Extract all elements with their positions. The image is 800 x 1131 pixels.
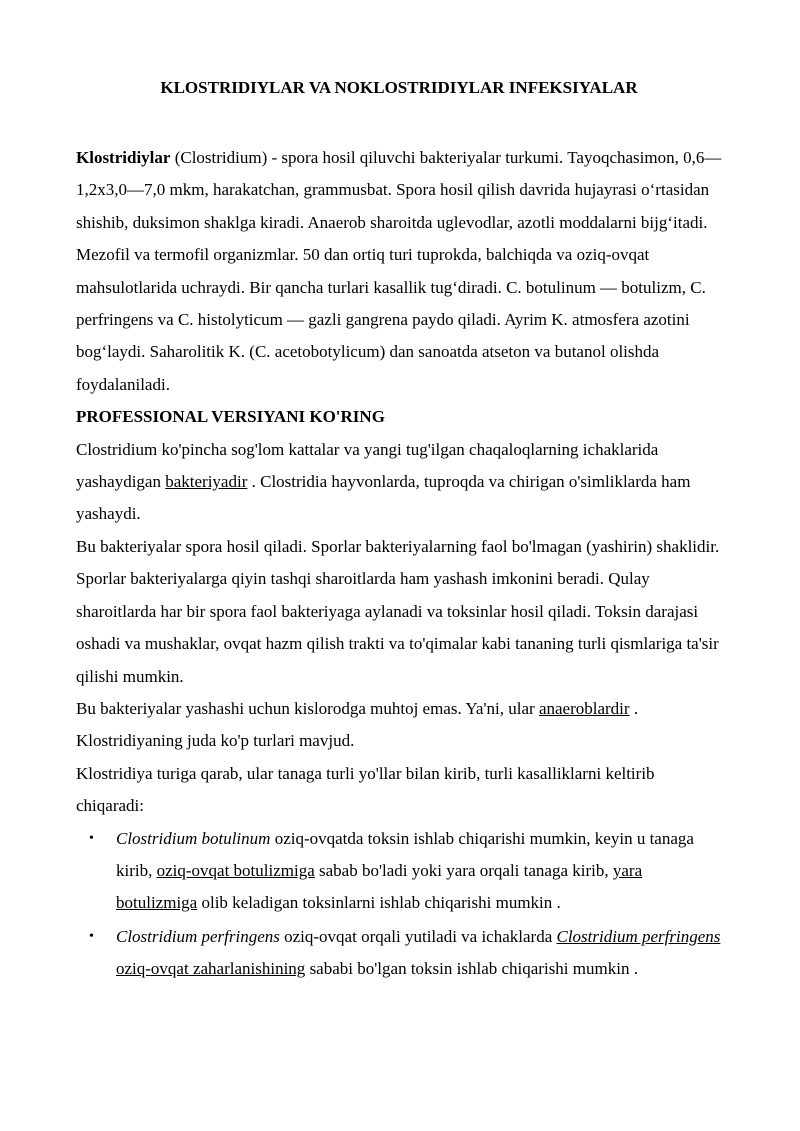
intro-paragraph [76,142,722,401]
paragraph-text: . [629,698,639,718]
list-item-text: sababi bo'lgan toksin ishlab chiqarishi mumkin . [305,959,638,979]
paragraph-text: Bu bakteriyalar yashashi uchun kislorodga muhtoj emas. Ya'ni, ular [76,698,539,718]
paragraph-species-count: Klostridiyaning juda ko'p turlari mavjud. [76,731,355,751]
disease-list [76,823,722,986]
bullet-marker: • [89,928,94,944]
list-item-perfringens [89,921,722,986]
bullet-marker: • [89,830,94,846]
list-item-botulinum [89,823,722,920]
paragraph-text: . Clostridia hayvonlarda, tuproqda va chirigan o'simliklarda ham yashaydi. [76,472,691,524]
paragraph-diseases-intro: Klostridiya turiga qarab, ular tanaga turli yo'llar bilan kirib, turli kasalliklarni keltirib chiqaradi: [76,763,655,816]
section-heading: PROFESSIONAL VERSIYANI KO'RING [76,407,385,427]
link-species-name[interactable]: Clostridium perfringens [556,926,721,946]
paragraph-clostridium-habitat [76,434,722,531]
link-yara-botulizmiga[interactable]: yara botulizmiga [116,860,643,913]
intro-text: (Clostridium) - spora hosil qiluvchi bakteriyalar turkumi. Tayoqchasimon, 0,6—1,2x3,0—7,0 mkm, harakatchan, grammusbat. Spora hosil qilish davrida hujayrasi o‘rtasidan shishib, duksimon shaklga kiradi. Anaerob sharoitda uglevodlar, azotli moddalarni bijg‘itadi. Mezofil va termofil organizmlar. 50 dan ortiq turi tuprokda, balchiqda va oziq-ovqat mahsulotlarida uchraydi. Bir qancha turlari kasallik tug‘diradi. C. botulinum — botulizm, C. perfringens va C. histolyticum — gazli gangrena paydo qiladi. Ayrim K. atmosfera azotini bog‘laydi. Saharolitik K. (C. acetobotylicum) dan sanoatda atseton va butanol olishda foydalaniladi. [76,148,722,394]
list-item-text: oziq-ovqatda toksin ishlab chiqarishi mumkin, keyin u tanaga kirib, [116,828,694,880]
link-text[interactable]: oziq-ovqat zaharlanishining [116,959,306,979]
species-name: Clostridium perfringens [116,926,280,946]
species-name: Clostridium botulinum [116,828,271,848]
link-oziq-ovqat-botulizmiga[interactable]: oziq-ovqat botulizmiga [156,860,315,880]
link-anaeroblardir[interactable]: anaeroblardir [538,698,630,718]
list-item-text: sabab bo'ladi yoki yara orqali tanaga kirib, [314,860,613,880]
list-item-text: olib keladigan toksinlarni ishlab chiqarishi mumkin . [197,893,561,913]
paragraph-spores: Bu bakteriyalar spora hosil qiladi. Sporlar bakteriyalarning faol bo'lmagan (yashirin) shaklidir. Sporlar bakteriyalarga qiyin tashqi sharoitlarda ham yashash imkonini beradi. Qulay sharoitlarda har bir spora faol bakteriyaga aylanadi va toksinlar hosil qiladi. Toksin darajasi oshadi va mushaklar, ovqat hazm qilish trakti va to'qimalar kabi tananing turli qismlariga ta'sir qilishi mumkin. [76,536,720,686]
link-bakteriyadir[interactable]: bakteriyadir [165,472,248,492]
paragraph-text: Clostridium ko'pincha sog'lom kattalar va yangi tug'ilgan chaqaloqlarning ichaklarida yashaydigan [76,439,659,492]
list-item-text: oziq-ovqat orqali yutiladi va ichaklarda [279,926,557,946]
paragraph-anaerobes [76,693,722,725]
document-title: KLOSTRIDIYLAR VA NOKLOSTRIDIYLAR INFEKSIYALAR [160,78,638,97]
intro-term: Klostridiylar [76,148,171,167]
